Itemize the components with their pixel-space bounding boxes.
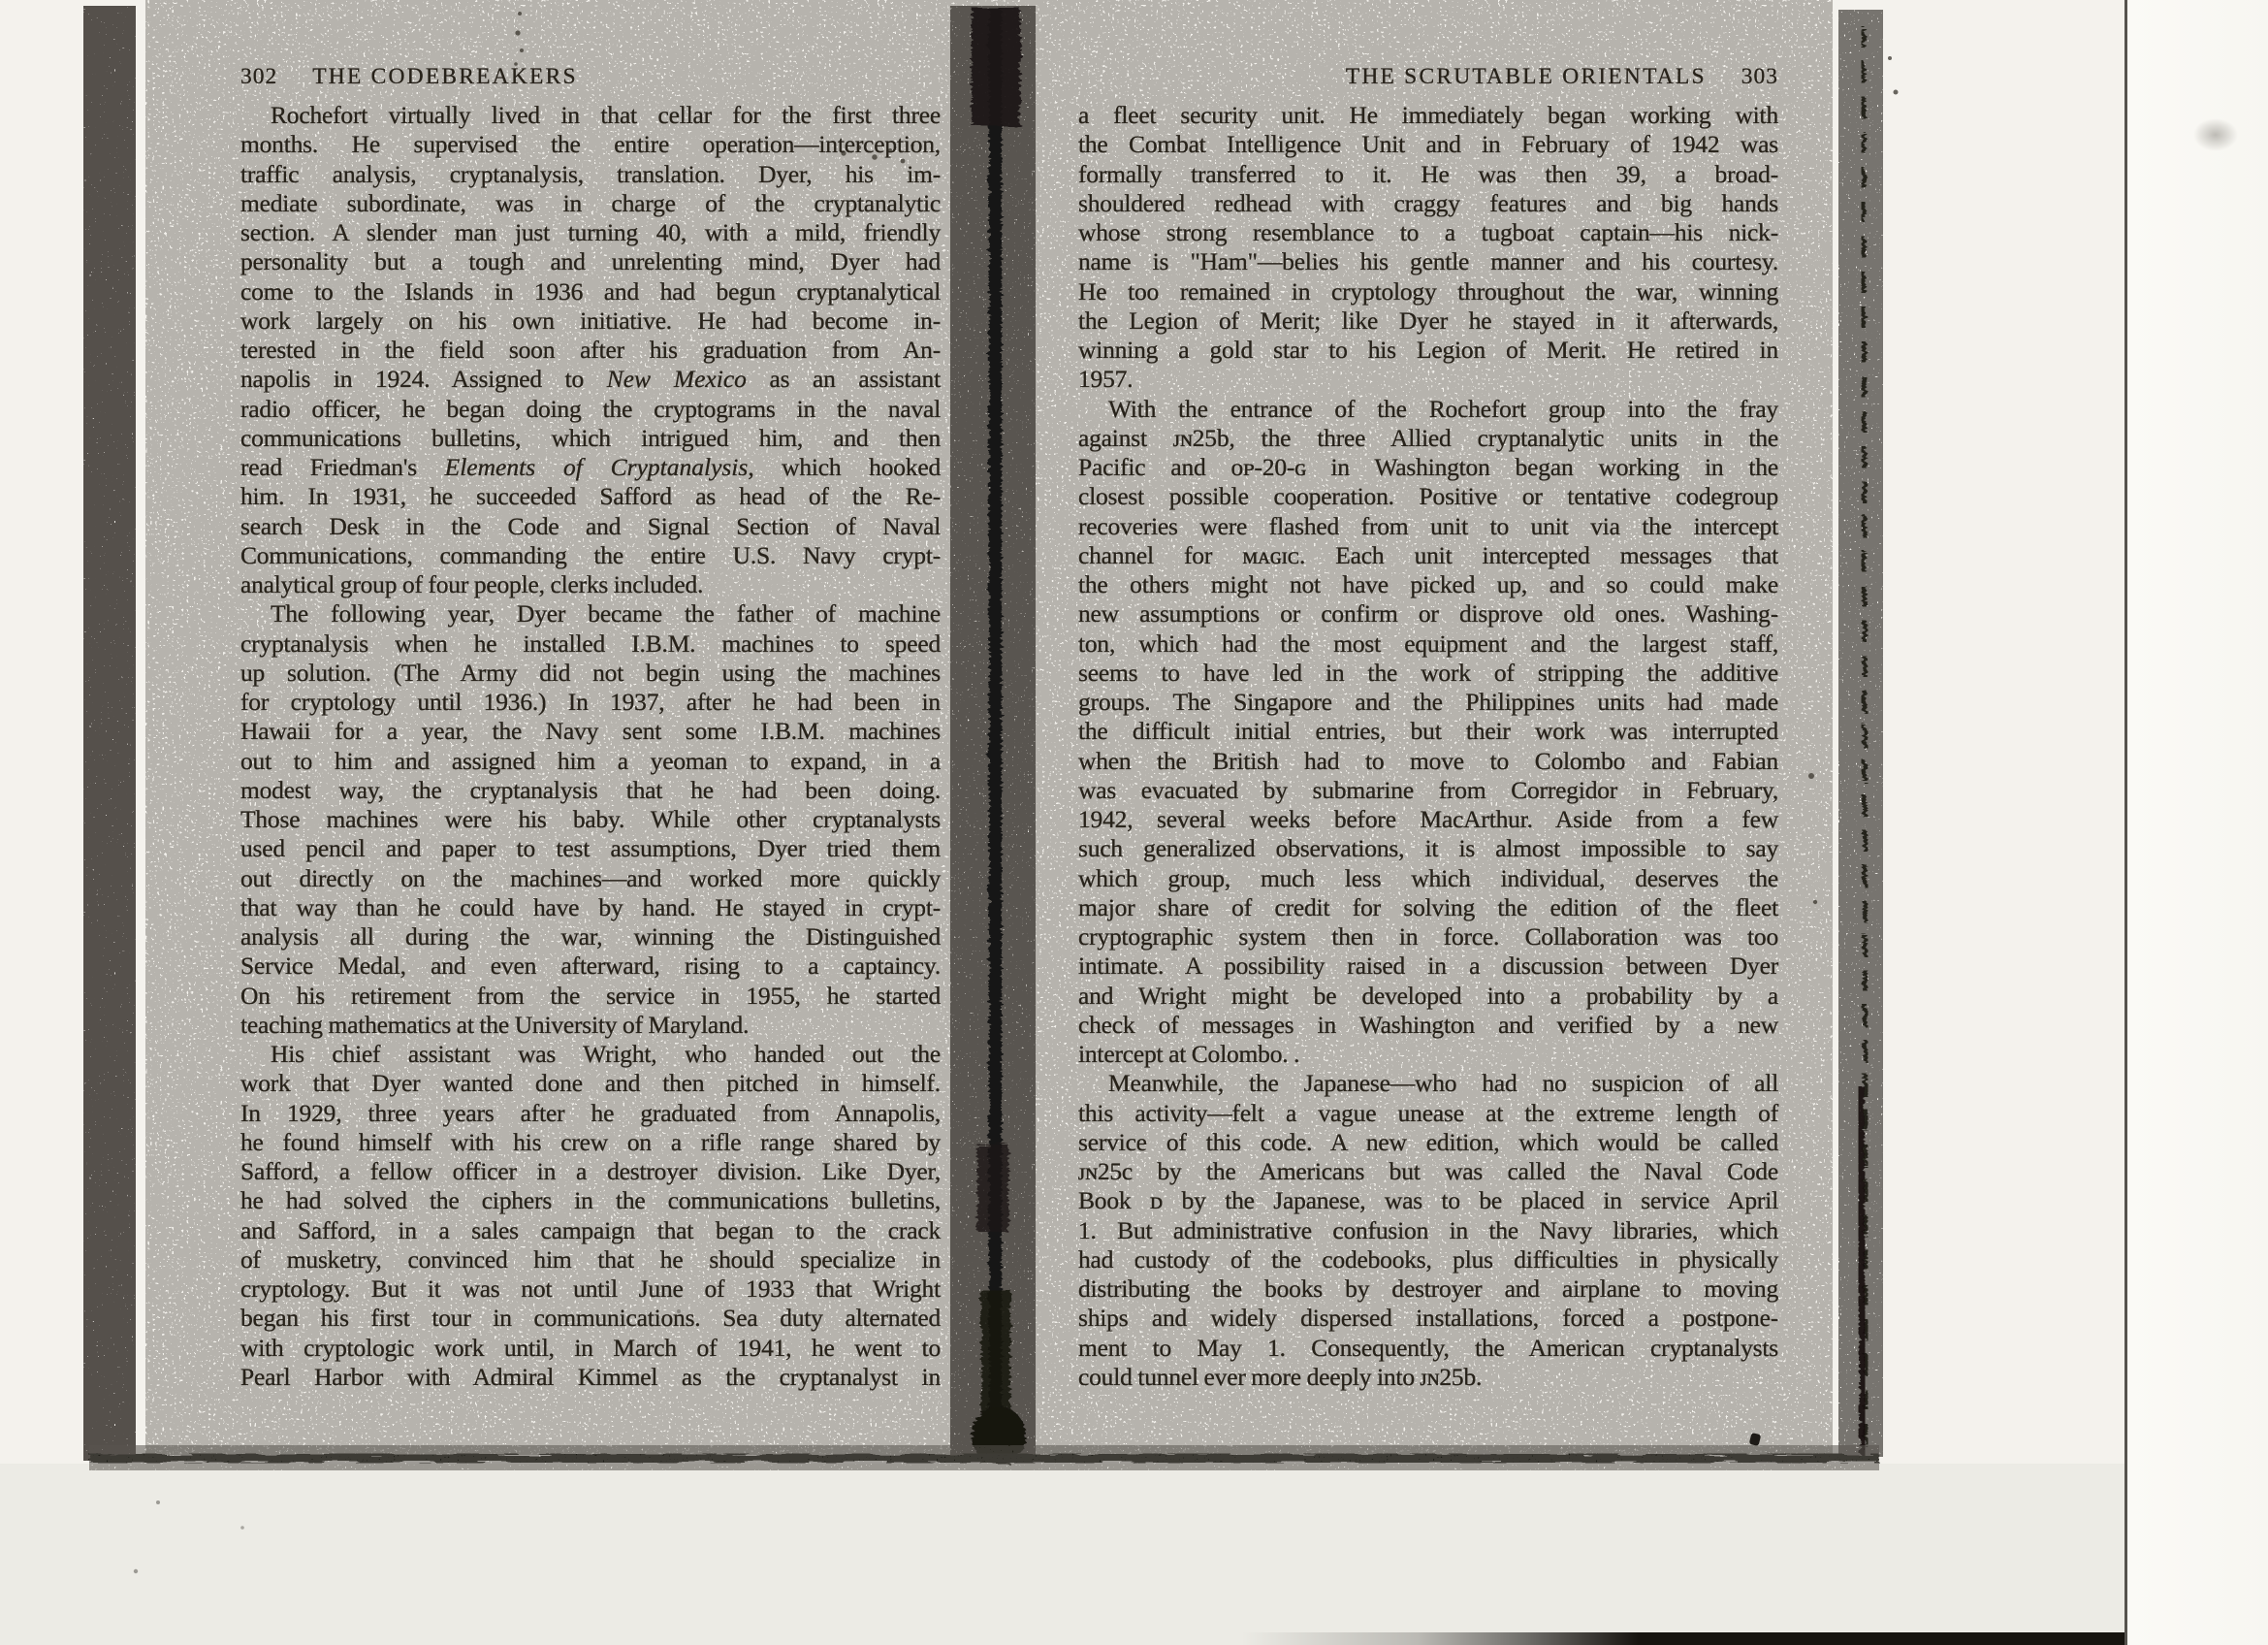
text-line: the Combat Intelligence Unit and in February of 1942 was (1078, 130, 1778, 159)
right-page-body (1078, 101, 1778, 1392)
text-line: channel for ᴍᴀɢɪᴄ. Each unit intercepted messages that (1078, 540, 1778, 569)
running-head-title-left: THE CODEBREAKERS (312, 64, 578, 89)
text-line: mediate subordinate, was in charge of the cryptanalytic (240, 188, 941, 217)
text-line: check of messages in Washington and verified by a new (1078, 1010, 1778, 1039)
text-line: out to him and assigned him a yeoman to expand, in a (240, 746, 941, 775)
running-head-right (1078, 64, 1778, 89)
corner-smudge (2193, 118, 2238, 151)
text-line: the difficult initial entries, but their work was interrupted (1078, 717, 1778, 746)
text-line: cryptanalysis when he installed I.B.M. machines to speed (240, 629, 941, 658)
text-line: whose strong resemblance to a tugboat captain—his nick- (1078, 218, 1778, 246)
text-line: ton, which had the most equipment and the largest staff, (1078, 629, 1778, 658)
text-line: had custody of the codebooks, plus difficulties in physically (1078, 1244, 1778, 1274)
text-line: shouldered redhead with craggy features and big hands (1078, 188, 1778, 217)
text-line: of musketry, convinced him that he should specialize in (240, 1244, 941, 1274)
text-line: Those machines were his baby. While other cryptanalysts (240, 805, 941, 833)
page-number-right: 303 (1741, 64, 1778, 89)
text-line: search Desk in the Code and Signal Section of Naval (240, 511, 941, 540)
text-line: the Legion of Merit; like Dyer he stayed in it afterwards, (1078, 306, 1778, 335)
text-line: him. In 1931, he succeeded Safford as head of the Re- (240, 482, 941, 511)
text-line: months. He supervised the entire operation—interception, (240, 130, 941, 159)
text-line: Pearl Harbor with Admiral Kimmel as the cryptanalyst in (240, 1362, 941, 1391)
text-line: Rochefort virtually lived in that cellar for the first three (271, 101, 941, 129)
text-line: when the British had to move to Colombo and Fabian (1078, 746, 1778, 775)
text-line: 1942, several weeks before MacArthur. Aside from a few (1078, 805, 1778, 833)
text-line: Book ᴅ by the Japanese, was to be placed in service April (1078, 1186, 1778, 1215)
text-line: name is "Ham"—belies his gentle manner and his courtesy. (1078, 247, 1778, 276)
text-line: such generalized observations, it is almost impossible to say (1078, 834, 1778, 863)
text-line: Service Medal, and even afterward, rising to a captaincy. (240, 952, 941, 981)
text-line: this activity—felt a vague unease at the extreme length of (1078, 1098, 1778, 1127)
text-line: teaching mathematics at the University of Maryland. (240, 1010, 750, 1039)
text-line: major share of credit for solving the edition of the fleet (1078, 892, 1778, 921)
text-line: seems to have led in the work of stripping the additive (1078, 658, 1778, 687)
text-line: traffic analysis, cryptanalysis, translation. Dyer, his im- (240, 159, 941, 188)
text-line: Communications, commanding the entire U.S. Navy crypt- (240, 540, 941, 569)
text-line: Safford, a fellow officer in a destroyer division. Like Dyer, (240, 1157, 941, 1185)
text-line: analytical group of four people, clerks included. (240, 570, 704, 598)
left-page-body (240, 101, 941, 1392)
text-line: up solution. (The Army did not begin using the machines (240, 658, 941, 687)
text-line: was evacuated by submarine from Corregidor in February, (1078, 775, 1778, 804)
text-line: the others might not have picked up, and so could make (1078, 570, 1778, 598)
text-line: out directly on the machines—and worked more quickly (240, 863, 941, 892)
text-line: cryptology. But it was not until June of 1933 that Wright (240, 1274, 941, 1303)
text-line: could tunnel ever more deeply into ᴊɴ25b. (1078, 1362, 1483, 1391)
text-line: winning a gold star to his Legion of Merit. He retired in (1078, 336, 1778, 364)
text-line: section. A slender man just turning 40, with a mild, friendly (240, 218, 941, 246)
text-line: service of this code. A new edition, which would be called (1078, 1127, 1778, 1156)
text-line: 1957. (1078, 365, 1134, 394)
text-line: and Wright might be developed into a probability by a (1078, 981, 1778, 1010)
text-line: he had solved the ciphers in the communications bulletins, (240, 1186, 941, 1215)
text-line: a fleet security unit. He immediately began working with (1078, 101, 1778, 129)
text-line: 1. But administrative confusion in the Navy libraries, which (1078, 1215, 1778, 1244)
text-line: intercept at Colombo. . (1078, 1040, 1300, 1068)
text-line: come to the Islands in 1936 and had begun cryptanalytical (240, 276, 941, 306)
text-line: ᴊɴ25c by the Americans but was called the Naval Code (1078, 1157, 1778, 1185)
text-line: modest way, the cryptanalysis that he had been doing. (240, 775, 941, 804)
text-line: against ᴊɴ25b, the three Allied cryptanalytic units in the (1078, 423, 1778, 452)
text-line: His chief assistant was Wright, who handed out the (271, 1040, 941, 1068)
text-line: ment to May 1. Consequently, the American cryptanalysts (1078, 1333, 1778, 1362)
text-line: recoveries were flashed from unit to unit via the intercept (1078, 511, 1778, 540)
page-number-left: 302 (240, 64, 278, 89)
text-line: terested in the field soon after his graduation from An- (240, 336, 941, 364)
text-line: Meanwhile, the Japanese—who had no suspicion of all (1108, 1069, 1778, 1098)
text-line: intimate. A possibility raised in a discussion between Dyer (1078, 952, 1778, 981)
text-line: In 1929, three years after he graduated from Annapolis, (240, 1098, 941, 1127)
text-line: He too remained in cryptology throughout the war, winning (1078, 276, 1778, 306)
text-line: radio officer, he began doing the cryptograms in the naval (240, 394, 941, 423)
text-line: work that Dyer wanted done and then pitched in himself. (240, 1069, 941, 1098)
text-line: Hawaii for a year, the Navy sent some I.B.M. machines (240, 717, 941, 746)
text-line: work largely on his own initiative. He had become in- (240, 306, 941, 335)
text-line: The following year, Dyer became the father of machine (271, 599, 941, 629)
text-line: personality but a tough and unrelenting mind, Dyer had (240, 247, 941, 276)
text-line: for cryptology until 1936.) In 1937, after he had been in (240, 688, 941, 716)
text-line: With the entrance of the Rochefort group into the fray (1108, 394, 1778, 423)
text-line: On his retirement from the service in 1955, he started (240, 981, 941, 1010)
text-line: that way than he could have by hand. He stayed in crypt- (240, 892, 941, 921)
text-line: communications bulletins, which intrigued him, and then (240, 423, 941, 452)
text-line: he found himself with his crew on a rifle range shared by (240, 1127, 941, 1156)
text-line: groups. The Singapore and the Philippines units had made (1078, 688, 1778, 716)
running-head-title-right: THE SCRUTABLE ORIENTALS (1345, 64, 1707, 89)
text-line: ships and widely dispersed installations, forced a postpone- (1078, 1304, 1778, 1333)
gutter-line (989, 8, 1002, 1459)
text-line: formally transferred to it. He was then 39, a broad- (1078, 159, 1778, 188)
text-line: began his first tour in communications. Sea duty alternated (240, 1304, 941, 1333)
running-head-left (240, 64, 941, 89)
text-line: distributing the books by destroyer and airplane to moving (1078, 1274, 1778, 1303)
text-line: closest possible cooperation. Positive or tentative codegroup (1078, 482, 1778, 511)
text-line: cryptographic system then in force. Collaboration was too (1078, 922, 1778, 951)
text-line: Pacific and ᴏᴘ-20-ɢ in Washington began working in the (1078, 453, 1778, 481)
text-line: new assumptions or confirm or disprove old ones. Washing- (1078, 599, 1778, 629)
text-line: read Friedman's Elements of Cryptanalysis, which hooked (240, 453, 941, 481)
text-line: used pencil and paper to test assumptions, Dyer tried them (240, 834, 941, 863)
text-line: napolis in 1924. Assigned to New Mexico as an assistant (240, 365, 941, 394)
text-line: with cryptologic work until, in March of 1941, he went to (240, 1333, 941, 1362)
text-line: analysis all during the war, winning the Distinguished (240, 922, 941, 951)
text-line: which group, much less which individual, deserves the (1078, 863, 1778, 892)
scan-bottom-dark-strip (1241, 1632, 2124, 1645)
text-line: and Safford, in a sales campaign that began to the crack (240, 1215, 941, 1244)
